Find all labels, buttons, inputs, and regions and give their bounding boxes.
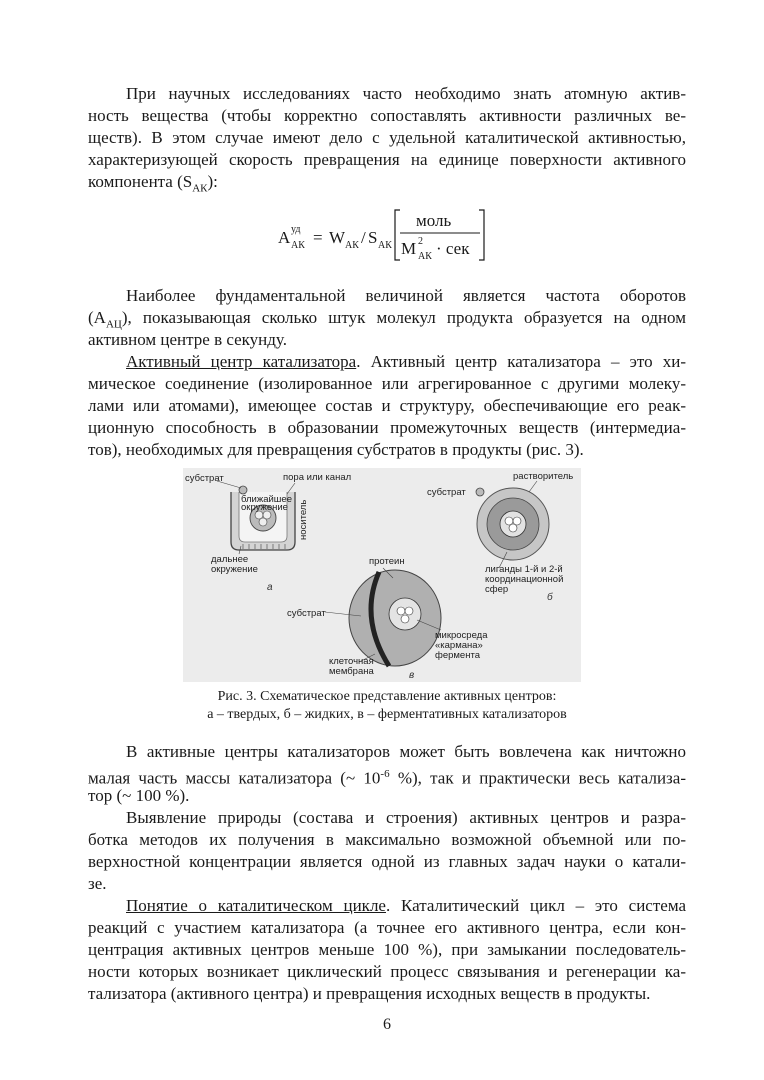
paragraph-6-line-4: ности которых возникает циклический процесс связывания и регенерации ка-: [88, 962, 686, 981]
formula-den-rest: · сек: [436, 239, 470, 258]
formula-w-symbol: W: [329, 228, 346, 247]
svg-text:дальнее: дальнее: [211, 554, 249, 565]
svg-text:растворитель: растворитель: [513, 471, 574, 482]
svg-text:окружение: окружение: [241, 502, 288, 513]
paragraph-2-line-3: активном центре в секунду.: [88, 330, 287, 349]
svg-text:субстрат: субстрат: [427, 487, 466, 498]
formula-numerator: моль: [416, 211, 452, 230]
svg-text:лиганды 1-й и 2-й: лиганды 1-й и 2-й: [485, 564, 563, 575]
enzyme-pocket: [389, 598, 421, 630]
svg-text:в: в: [409, 670, 415, 681]
svg-text:координационной: координационной: [485, 574, 564, 585]
active-centers-figure: [183, 468, 581, 682]
formula-den-sup: 2: [418, 236, 423, 247]
svg-text:субстрат: субстрат: [287, 608, 326, 619]
paragraph-6-line-1: Понятие о каталитическом цикле. Каталитический цикл – это система: [126, 896, 686, 915]
svg-text:«кармана»: «кармана»: [435, 640, 483, 651]
formula-den-symbol: M: [401, 239, 417, 258]
svg-text:мембрана: мембрана: [329, 666, 374, 677]
paragraph-3-line-4: ционную способность в образовании промежуточных веществ (интермедиа-: [88, 418, 686, 437]
substrate-b: [476, 488, 484, 496]
formula-lhs-sup: уд: [291, 224, 301, 235]
page-number: 6: [383, 1016, 391, 1033]
svg-text:сфер: сфер: [485, 584, 509, 595]
active-center-term: Активный центр катализатора: [126, 352, 357, 371]
paragraph-3-line-5: тов), необходимых для превращения субстратов в продукты (рис. 3).: [88, 440, 584, 459]
formula-left-bracket: [395, 210, 400, 260]
specific-activity-formula: [278, 204, 488, 266]
svg-text:фермента: фермента: [435, 650, 480, 661]
paragraph-4-line-2: малая часть массы катализатора (~ $10^{-6}$ %), так и практически весь катализа-: [88, 768, 686, 788]
formula-lhs-symbol: A: [278, 228, 291, 247]
svg-text:ближайшее: ближайшее: [241, 494, 292, 505]
formula-s-sub: АК: [378, 240, 392, 251]
paragraph-6-line-3: центрация активных центров меньше 100 %), при замыкании последователь-: [88, 940, 686, 959]
svg-text:б: б: [547, 592, 553, 603]
formula-equals: =: [313, 228, 323, 247]
figure-caption-line-1: Рис. 3. Схематическое представление активных центров:: [217, 689, 557, 704]
svg-text:носитель: носитель: [298, 499, 309, 540]
paragraph-6-line-2: реакций с участием катализатора (а точнее его активного центра, если кон-: [88, 918, 686, 937]
svg-text:субстрат: субстрат: [185, 473, 224, 484]
formula-right-bracket: [479, 210, 484, 260]
formula-w-sub: АК: [345, 240, 359, 251]
paragraph-1-line-3: ществ). В этом случае имеют дело с удельной каталитической активностью,: [88, 128, 686, 147]
paragraph-1-line-5: компонента $(S_{АК})$:: [88, 172, 218, 195]
substrate-a: [239, 486, 247, 494]
paragraph-3-line-1: Активный центр катализатора. Активный центр катализатора – это хи-: [126, 352, 686, 371]
paragraph-5-line-3: верхностной концентрации является одной из главных задач науки о катали-: [88, 852, 686, 871]
svg-text:клеточная: клеточная: [329, 656, 374, 667]
paragraph-4-line-1: В активные центры катализаторов может быть вовлечена как ничтожно: [126, 742, 686, 761]
paragraph-2-line-1: Наиболее фундаментальной величиной является частота оборотов: [126, 286, 686, 305]
figure-caption-line-2: а – твердых, б – жидких, в – ферментативных катализаторов: [207, 707, 567, 722]
paragraph-5-line-1: Выявление природы (состава и строения) активных центров и разра-: [126, 808, 686, 827]
catalytic-cycle-term: Понятие о каталитическом цикле: [126, 896, 386, 915]
svg-text:протеин: протеин: [369, 556, 405, 567]
formula-den-sub: АК: [418, 251, 432, 262]
figure-illustration: [183, 468, 581, 682]
paragraph-3-line-2: мическое соединение (изолированное или агрегированное с другими молеку-: [88, 374, 686, 393]
paragraph-4-line-3: тор (~ 100 %).: [88, 786, 190, 805]
svg-text:окружение: окружение: [211, 564, 258, 575]
formula-s-symbol: S: [368, 228, 378, 247]
svg-text:микросреда: микросреда: [435, 630, 488, 641]
paragraph-1-line-2: ность вещества (чтобы корректно сопоставлять активности различных ве-: [88, 106, 686, 125]
paragraph-1-line-4: характеризующей скорость превращения на единице поверхности активного: [88, 150, 686, 169]
paragraph-5-line-4: зе.: [88, 874, 107, 893]
formula-slash: /: [361, 228, 366, 247]
paragraph-3-line-3: лами или атомами), имеющее состав и структуру, обеспечивающие его реак-: [88, 396, 686, 415]
paragraph-2-line-2: $(A_{АЦ})$, показывающая сколько штук молекул продукта образуется на одном: [88, 308, 686, 331]
paragraph-1-line-1: При научных исследованиях часто необходимо знать атомную актив-: [126, 84, 686, 103]
paragraph-5-line-2: ботка методов их получения в максимально возможной объемной или по-: [88, 830, 686, 849]
svg-text:а: а: [267, 582, 273, 593]
paragraph-6-line-5: тализатора (активного центра) и превращения исходных веществ в продукты.: [88, 984, 651, 1003]
formula-lhs-sub: АК: [291, 240, 305, 251]
svg-text:пора или канал: пора или канал: [283, 472, 352, 483]
